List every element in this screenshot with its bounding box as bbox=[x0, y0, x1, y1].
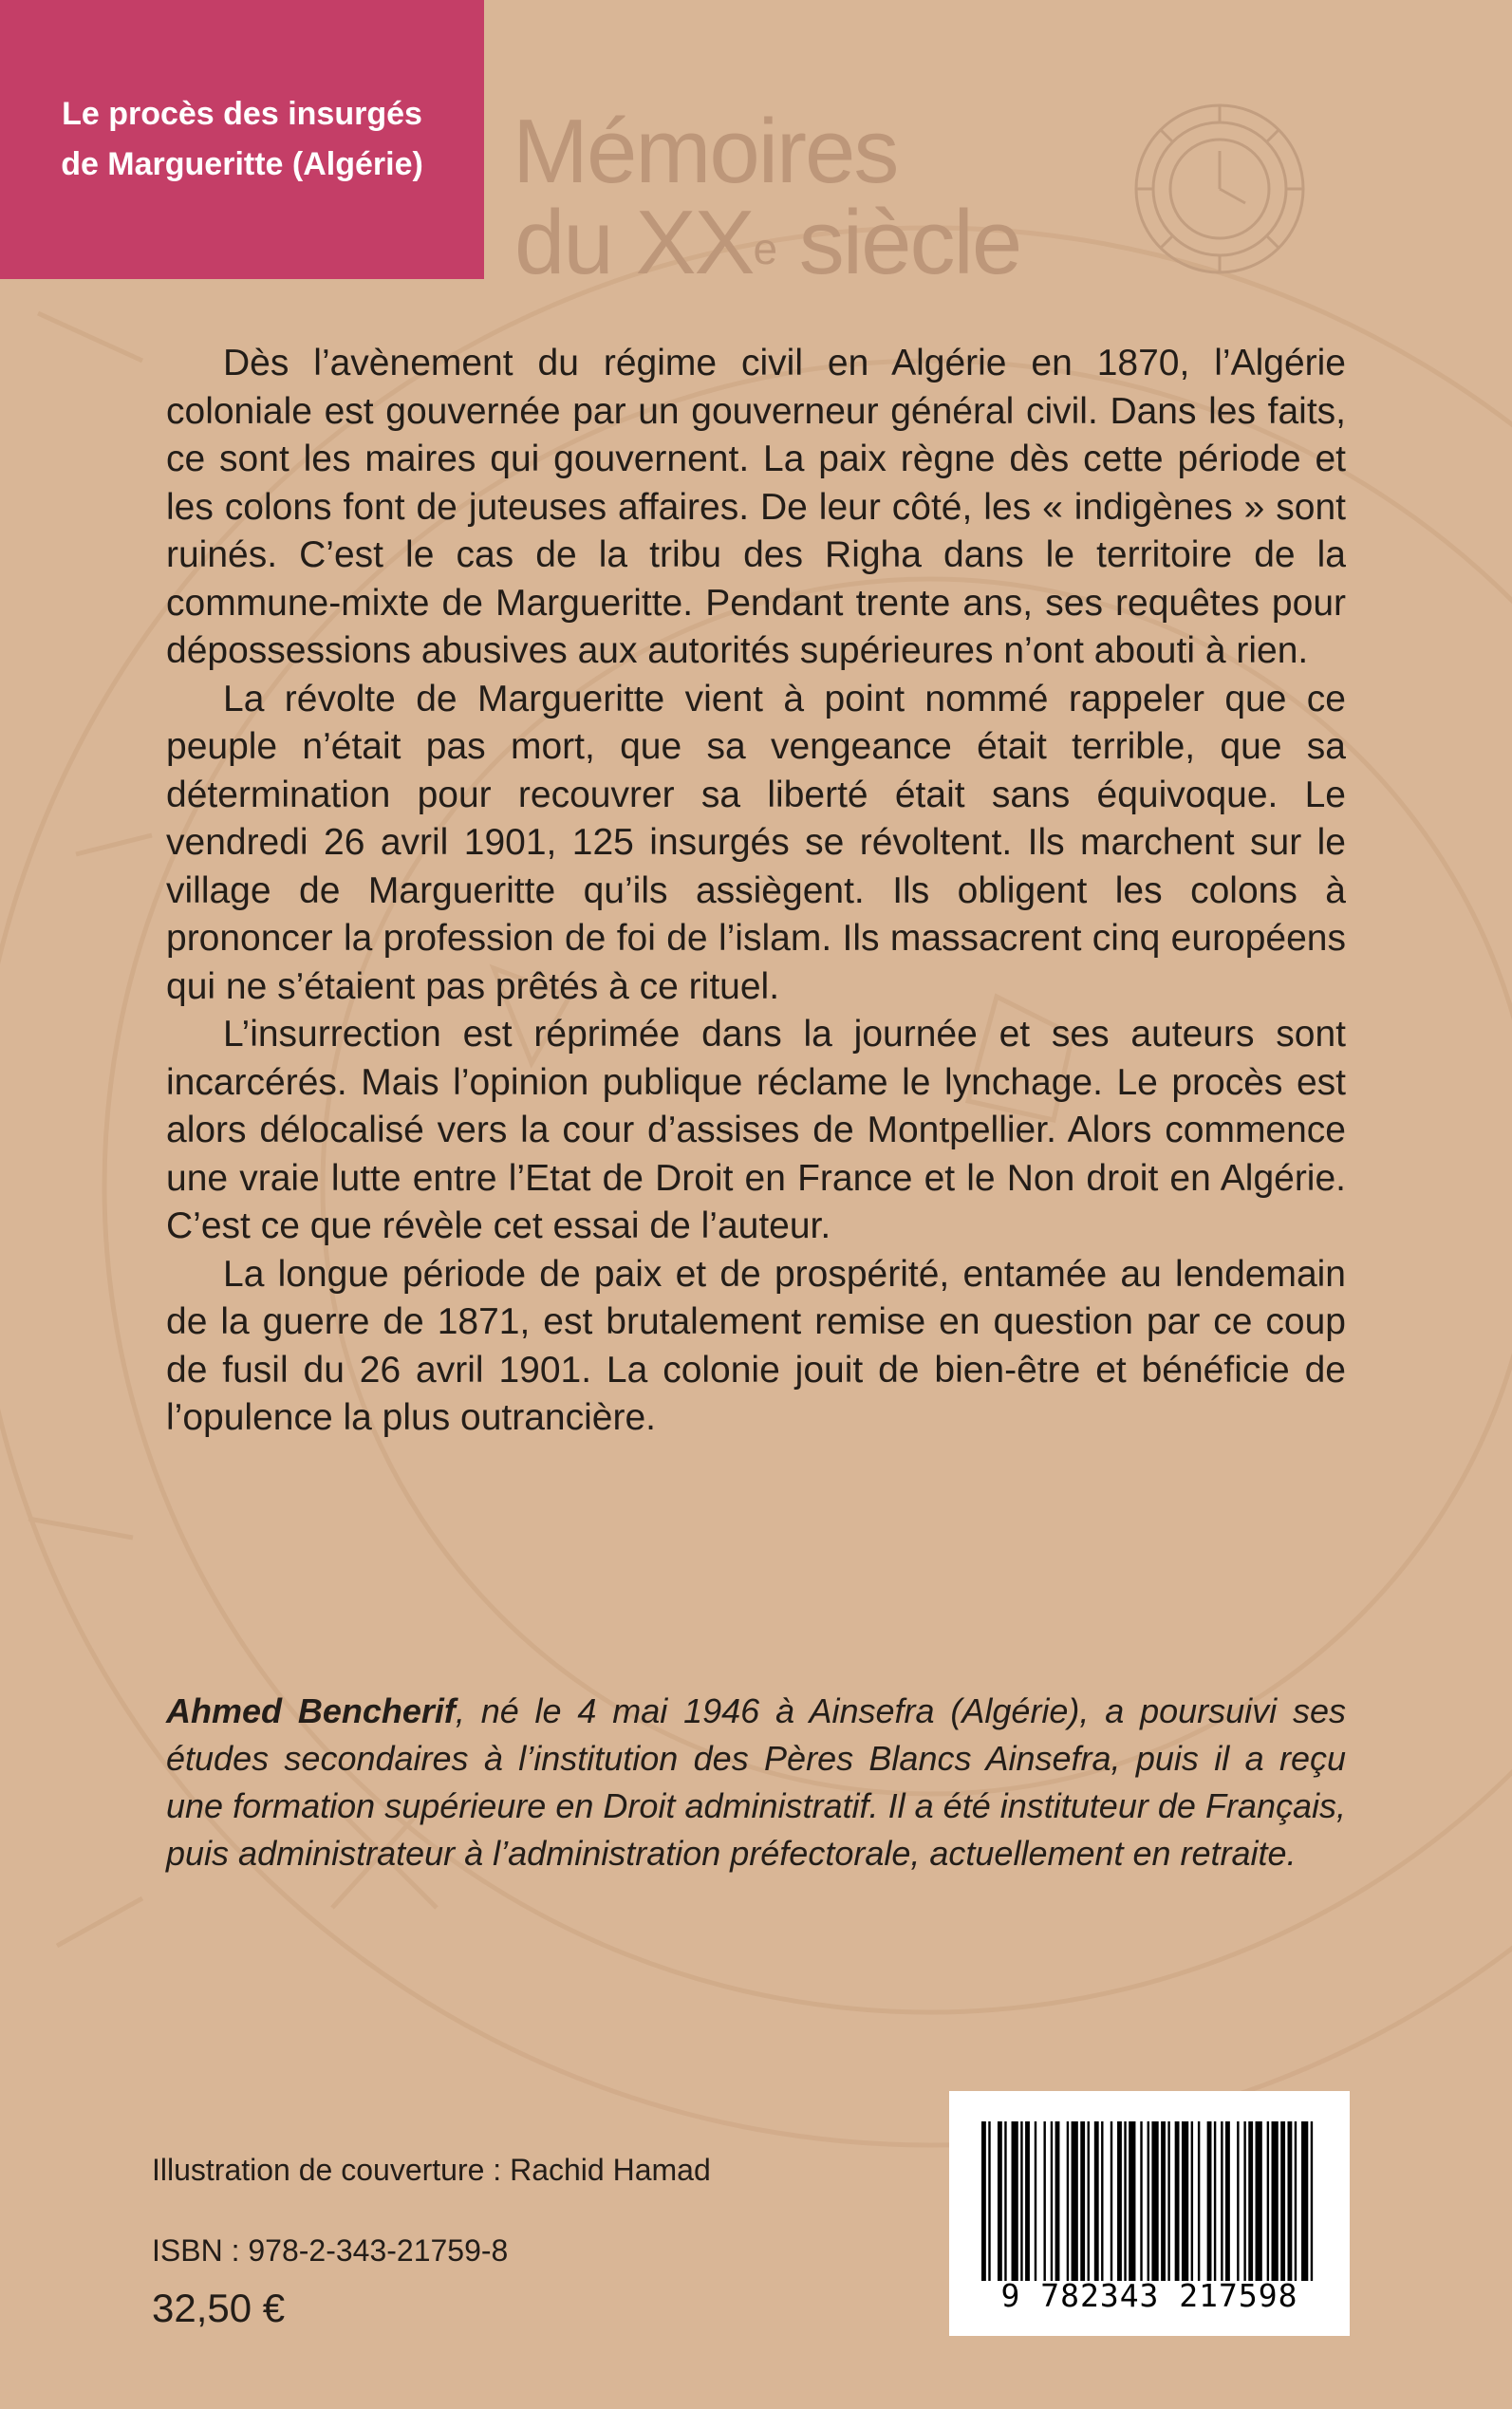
series-title-box bbox=[0, 0, 484, 279]
barcode-bar bbox=[1237, 2121, 1239, 2281]
barcode-bar bbox=[1311, 2121, 1313, 2281]
barcode-bar bbox=[1025, 2121, 1030, 2281]
author-bio-text: , né le 4 mai 1946 à Ainsefra (Algérie), a poursuivi ses études secondaires à l’institution des Pères Blancs Ainsefra, puis il a reçu une formation supérieure en Droit administratif. Il a été instituteur de Français, puis administrateur à l’administration préfectorale, actuellement en retraite. bbox=[166, 1691, 1346, 1873]
cover-illustration-credit: Illustration de couverture : Rachid Hamad bbox=[152, 2153, 711, 2187]
clock-icon bbox=[1129, 99, 1310, 279]
barcode-bar bbox=[1256, 2121, 1262, 2281]
collection-title bbox=[513, 101, 1021, 293]
blurb-paragraph-1: Dès l’avènement du régime civil en Algérie en 1870, l’Algérie coloniale est gouvernée par un gouverneur général civil. Dans les faits, ce sont les maires qui gouvernent. La paix règne dès cette période et les colons font de juteuses affaires. De leur côté, les « indigènes » sont ruinés. C’est le cas de la tribu des Righa dans le territoire de la commune-mixte de Margueritte. Pendant trente ans, ses requêtes pour dépossessions abusives aux autorités supérieures n’ont abouti à rien. bbox=[166, 343, 1346, 671]
barcode-bar bbox=[1043, 2121, 1045, 2281]
barcode-number: 9 782343 217598 bbox=[1000, 2277, 1298, 2314]
barcode-bar bbox=[1167, 2121, 1169, 2281]
barcode-bar bbox=[1225, 2121, 1230, 2281]
author-name: Ahmed Bencherif bbox=[166, 1691, 456, 1730]
barcode-bar bbox=[1287, 2121, 1292, 2281]
barcode-bar bbox=[1151, 2121, 1158, 2281]
barcode-bar bbox=[1198, 2121, 1200, 2281]
barcode-bar bbox=[1004, 2121, 1006, 2281]
author-bio-paragraph bbox=[166, 1688, 1346, 1877]
barcode-bar bbox=[1012, 2121, 1018, 2281]
blurb-paragraph-3: L’insurrection est réprimée dans la journée et ses auteurs sont incarcérés. Mais l’opinion publique réclame le lynchage. Le procès est alors délocalisé vers la cour d’assises de Montpellier. Alors commence une vraie lutte entre l’Etat de Droit en France et le Non droit en Algérie. C’est ce que révèle cet essai de l’auteur. bbox=[166, 1014, 1346, 1246]
barcode-bar bbox=[1214, 2121, 1216, 2281]
barcode-bar bbox=[1248, 2121, 1253, 2281]
collection-title-line1: Mémoires bbox=[513, 101, 898, 202]
barcode-bar bbox=[1020, 2121, 1022, 2281]
barcode-bar bbox=[1072, 2121, 1078, 2281]
barcode-bars bbox=[981, 2121, 1317, 2281]
series-title-line1: Le procès des insurgés bbox=[62, 96, 422, 132]
barcode-bar bbox=[1161, 2121, 1166, 2281]
barcode-bar bbox=[1295, 2121, 1297, 2281]
barcode-bar bbox=[1182, 2121, 1188, 2281]
barcode-bar bbox=[1191, 2121, 1193, 2281]
barcode-bar bbox=[998, 2121, 1002, 2281]
price-text: 32,50 € bbox=[152, 2286, 286, 2330]
barcode-bar bbox=[1101, 2121, 1103, 2281]
barcode-bar bbox=[1080, 2121, 1085, 2281]
blurb-paragraph-4: La longue période de paix et de prospérité, entamée au lendemain de la guerre de 1871, est brutalement remise en question par ce coup de fusil du 26 avril 1901. La colonie jouit de bien-être et bénéficie de l’opulence la plus outrancière. bbox=[166, 1253, 1346, 1438]
collection-title-superscript: e bbox=[753, 224, 776, 273]
barcode-bar bbox=[1117, 2121, 1122, 2281]
barcode-bar bbox=[1140, 2121, 1142, 2281]
barcode-bar bbox=[1280, 2121, 1285, 2281]
barcode-bar bbox=[1272, 2121, 1279, 2281]
barcode-bar bbox=[1055, 2121, 1060, 2281]
barcode bbox=[949, 2091, 1350, 2336]
barcode-bar bbox=[988, 2121, 990, 2281]
barcode-bar bbox=[1148, 2121, 1149, 2281]
barcode-bar bbox=[1067, 2121, 1069, 2281]
blurb-paragraph-2: La révolte de Margueritte vient à point nommé rappeler que ce peuple n’était pas mort, que sa vengeance était terrible, que sa détermination pour recouvrer sa liberté était sans équivoque. Le vendredi 26 avril 1901, 125 insurgés se révoltent. Ils marchent sur le village de Margueritte qu’ils assiègent. Ils obligent les colons à prononcer la profession de foi de l’islam. Ils massacrent cinq européens qui ne s’étaient pas prêtés à ce rituel. bbox=[166, 678, 1346, 1007]
collection-title-prefix: du XX bbox=[514, 192, 754, 293]
barcode-bar bbox=[981, 2121, 986, 2281]
barcode-bar bbox=[1088, 2121, 1090, 2281]
barcode-bar bbox=[1207, 2121, 1212, 2281]
barcode-bar bbox=[1051, 2121, 1053, 2281]
back-cover-blurb bbox=[166, 340, 1346, 1443]
collection-title-line2 bbox=[513, 192, 1021, 293]
barcode-bar bbox=[1124, 2121, 1126, 2281]
isbn-text: ISBN : 978-2-343-21759-8 bbox=[152, 2233, 509, 2268]
barcode-bar bbox=[1243, 2121, 1245, 2281]
series-title-line2: de Margueritte (Algérie) bbox=[61, 146, 423, 182]
barcode-bar bbox=[1301, 2121, 1308, 2281]
barcode-bar bbox=[1267, 2121, 1269, 2281]
barcode-bar bbox=[1035, 2121, 1036, 2281]
barcode-bar bbox=[1111, 2121, 1112, 2281]
barcode-bar bbox=[1129, 2121, 1135, 2281]
barcode-bar bbox=[1221, 2121, 1223, 2281]
barcode-bar bbox=[1175, 2121, 1180, 2281]
author-bio bbox=[166, 1688, 1346, 1877]
barcode-bar bbox=[1094, 2121, 1099, 2281]
collection-title-suffix: siècle bbox=[775, 192, 1021, 293]
